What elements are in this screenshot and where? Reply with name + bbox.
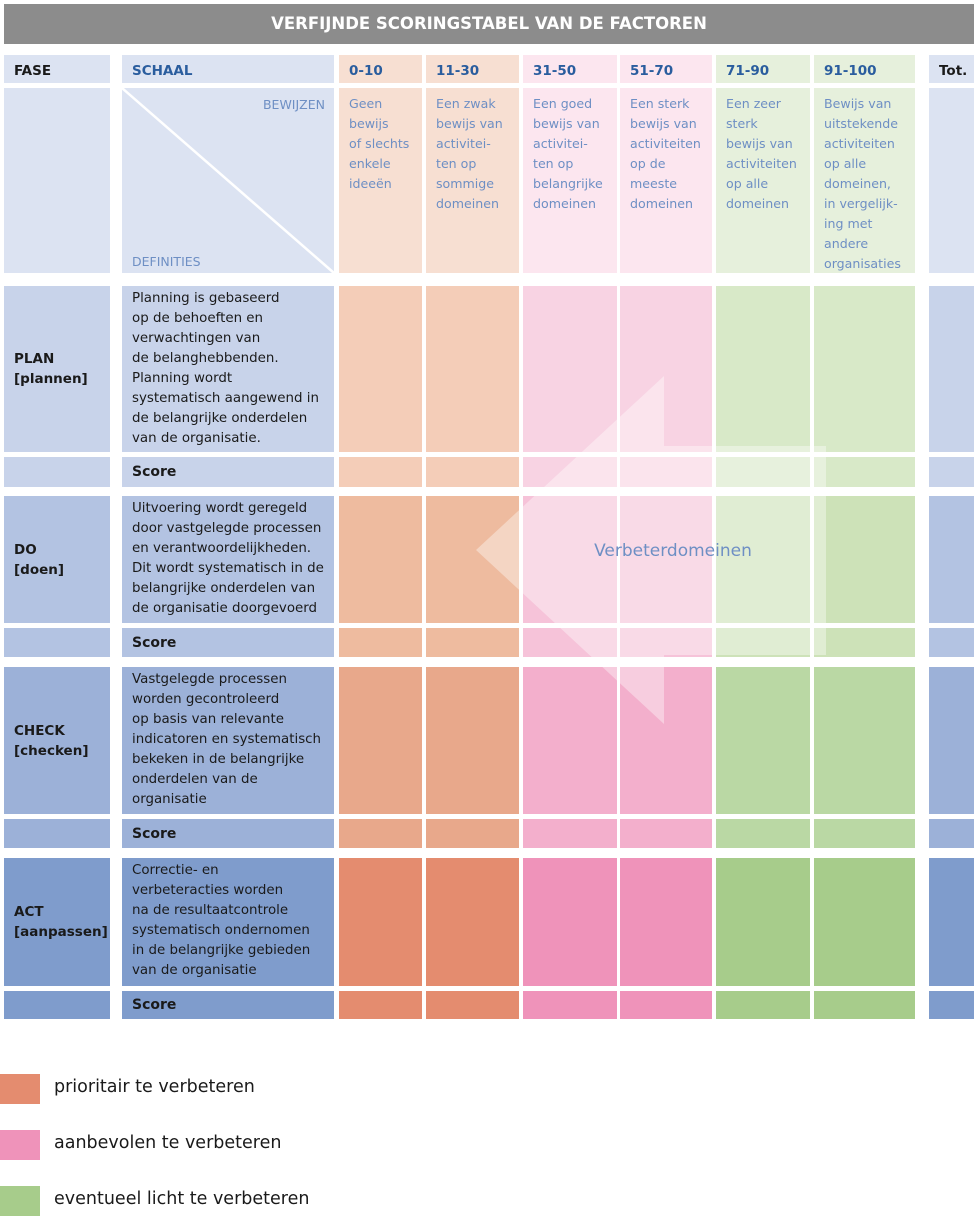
evidence-line: meeste [630, 176, 678, 191]
scale-range-label: 31-50 [533, 63, 577, 79]
evidence-line: andere [824, 236, 869, 251]
evidence-line: organisaties [824, 256, 901, 271]
definition-line: systematisch aangewend in [132, 391, 319, 406]
table-title: VERFIJNDE SCORINGSTABEL VAN DE FACTOREN [4, 4, 974, 44]
evidence-line: in vergelijk- [824, 196, 898, 211]
definition-line: op de behoeften en [132, 311, 264, 326]
evidence-line: bewijs van [630, 116, 697, 131]
legend-label: prioritair te verbeteren [54, 1077, 255, 1097]
legend-label: eventueel licht te verbeteren [54, 1189, 310, 1209]
definition-line: verwachtingen van [132, 331, 261, 346]
evidence-line: sommige [436, 176, 495, 191]
definition-line: na de resultaatcontrole [132, 903, 289, 918]
header-total-label: Tot. [939, 63, 968, 79]
header-fase-label: FASE [14, 63, 52, 79]
phase-subname: [aanpassen] [14, 924, 108, 940]
corner-diagonal-line [122, 88, 334, 273]
definition-line: Dit wordt systematisch in de [132, 561, 324, 576]
header-schaal-label: SCHAAL [132, 63, 193, 79]
evidence-line: activiteiten [824, 136, 895, 151]
score-label-text: Score [132, 825, 177, 842]
definition-line: worden gecontroleerd [132, 692, 280, 707]
evidence-line: Geen [349, 96, 383, 111]
definition-line: Correctie- en [132, 863, 219, 878]
scale-range-label: 11-30 [436, 63, 480, 79]
arrow-label: Verbeterdomeinen [594, 541, 752, 561]
phase-subname: [doen] [14, 561, 65, 578]
evidence-line: ten op [533, 156, 574, 171]
evidence-line: ten op [436, 156, 477, 171]
evidence-line: ideeën [349, 176, 392, 191]
definition-line: Vastgelegde processen [132, 672, 287, 687]
definition-line: door vastgelegde processen [132, 521, 322, 536]
evidence-line: domeinen [630, 196, 693, 211]
evidence-line: domeinen [726, 196, 789, 211]
phase-subname: [plannen] [14, 371, 88, 387]
evidence-line: Bewijs van [824, 96, 892, 111]
definition-line: de belanghebbenden. [132, 351, 279, 366]
evidence-line: bewijs van [436, 116, 503, 131]
evidence-line: Een goed [533, 96, 593, 111]
scale-range-label: 71-90 [726, 63, 770, 79]
evidence-line: Een zeer [726, 96, 781, 111]
evidence-line: uitstekende [824, 116, 898, 131]
scale-range-label: 91-100 [824, 63, 877, 79]
evidence-line: enkele [349, 156, 391, 171]
phase-name: DO [14, 541, 37, 558]
definition-line: verbeteracties worden [132, 883, 284, 898]
evidence-line: Een zwak [436, 96, 496, 111]
definition-line: Planning is gebaseerd [132, 291, 280, 306]
definition-line: Uitvoering wordt geregeld [132, 501, 308, 516]
phase-subname: [checken] [14, 742, 89, 759]
evidence-line: op alle [726, 176, 769, 191]
score-label-text: Score [132, 997, 177, 1013]
evidence-line: bewijs van [726, 136, 793, 151]
definition-line: op basis van relevante [132, 712, 284, 727]
definition-line: in de belangrijke gebieden [132, 943, 311, 958]
phase-name: PLAN [14, 351, 55, 367]
scale-range-label: 0-10 [349, 63, 383, 79]
definition-line: systematisch ondernomen [132, 923, 310, 938]
phase-name: ACT [14, 904, 44, 920]
evidence-line: domeinen, [824, 176, 891, 191]
evidence-line: op alle [824, 156, 867, 171]
evidence-line: Een sterk [630, 96, 690, 111]
definition-line: indicatoren en systematisch [132, 732, 322, 747]
definition-line: Planning wordt [132, 371, 233, 386]
phase-name: CHECK [14, 722, 65, 739]
definition-line: belangrijke onderdelen van [132, 581, 316, 596]
evidence-line: activiteiten [726, 156, 797, 171]
corner-definitions-label: DEFINITIES [132, 254, 201, 269]
definition-line: de belangrijke onderdelen [132, 411, 308, 426]
evidence-line: domeinen [436, 196, 499, 211]
definition-line: organisatie [132, 792, 207, 807]
evidence-line: activitei- [436, 136, 491, 151]
scale-range-label: 51-70 [630, 63, 674, 79]
definition-line: van de organisatie [132, 963, 257, 978]
evidence-line: belangrijke [533, 176, 603, 191]
legend-label: aanbevolen te verbeteren [54, 1133, 282, 1153]
evidence-line: activitei- [533, 136, 588, 151]
evidence-line: op de [630, 156, 666, 171]
evidence-line: bewijs van [533, 116, 600, 131]
corner-evidence-label: BEWIJZEN [262, 97, 325, 112]
evidence-line: bewijs [349, 116, 389, 131]
definition-line: van de organisatie. [132, 431, 261, 446]
evidence-line: activiteiten [630, 136, 701, 151]
evidence-line: of slechts [349, 136, 410, 151]
evidence-line: domeinen [533, 196, 596, 211]
evidence-line: ing met [824, 216, 873, 231]
evidence-line: sterk [726, 116, 758, 131]
definition-line: bekeken in de belangrijke [132, 752, 305, 767]
definition-line: en verantwoordelijkheden. [132, 541, 312, 556]
definition-line: de organisatie doorgevoerd [132, 601, 318, 616]
score-label-text: Score [132, 634, 177, 651]
definition-line: onderdelen van de [132, 772, 258, 787]
score-label-text: Score [132, 464, 177, 480]
